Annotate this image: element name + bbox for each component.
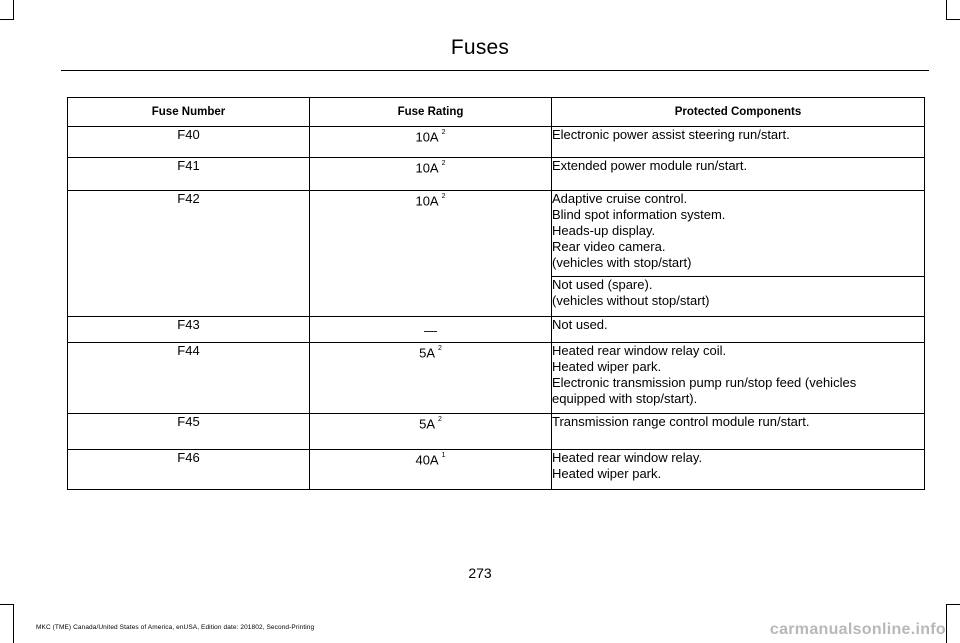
column-header-fuse-number: Fuse Number	[68, 98, 310, 127]
fuse-rating: 10A $^2$	[310, 158, 552, 191]
footnote-marker: 2	[438, 345, 442, 352]
table-row	[68, 450, 925, 490]
component-line: (vehicles without stop/start)	[552, 293, 710, 308]
fuse-number: F41	[68, 158, 310, 191]
component-line: Heated wiper park.	[552, 466, 662, 481]
crop-mark	[946, 19, 960, 20]
component-line: Blind spot information system.	[552, 207, 726, 222]
protected-components-alt	[552, 277, 925, 317]
protected-components	[552, 414, 925, 450]
fuse-number: F45	[68, 414, 310, 450]
fuse-table	[67, 97, 925, 490]
crop-mark	[13, 0, 14, 20]
protected-components	[552, 127, 925, 158]
component-line: Not used (spare).	[552, 277, 653, 292]
footnote-marker: 2	[441, 160, 446, 167]
component-line: Not used.	[552, 317, 608, 332]
component-line: Electronic transmission pump run/stop feed (vehicles	[552, 375, 857, 390]
table-row	[68, 191, 925, 277]
crop-mark	[946, 604, 960, 605]
component-line: Heated wiper park.	[552, 359, 662, 374]
column-header-protected-components: Protected Components	[552, 98, 925, 127]
page-number: 273	[468, 565, 492, 581]
component-line: Heated rear window relay.	[552, 450, 703, 465]
component-line: Extended power module run/start.	[552, 158, 748, 173]
column-header-fuse-rating: Fuse Rating	[310, 98, 552, 127]
table-row	[68, 158, 925, 191]
crop-mark	[0, 604, 14, 605]
fuse-rating: 5A $^2$	[310, 343, 552, 414]
footnote-marker: 2	[441, 129, 446, 136]
fuse-number: F46	[68, 450, 310, 490]
component-line: Adaptive cruise control.	[552, 191, 688, 206]
protected-components	[552, 191, 925, 277]
fuse-rating: 40A $^1$	[310, 450, 552, 490]
protected-components	[552, 450, 925, 490]
footnote-marker: 2	[441, 193, 446, 200]
footnote-marker: 1	[441, 452, 446, 459]
table-row	[68, 343, 925, 414]
footnote-marker: 2	[438, 416, 442, 423]
watermark: carmanualsonline.info	[769, 621, 946, 638]
protected-components	[552, 158, 925, 191]
fuse-rating: 10A $^2$	[310, 191, 552, 317]
crop-mark	[946, 0, 947, 20]
fuse-number: F43	[68, 317, 310, 343]
component-line: Rear video camera.	[552, 239, 666, 254]
fuse-number: F42	[68, 191, 310, 317]
component-line: Transmission range control module run/start.	[552, 414, 810, 429]
crop-mark	[13, 604, 14, 643]
edition-footer: MKC (TME) Canada/United States of America, enUSA, Edition date: 201802, Second-Printing	[36, 624, 315, 631]
fuse-rating: 5A $^2$	[310, 414, 552, 450]
component-line: equipped with stop/start).	[552, 391, 698, 406]
page-title: Fuses	[450, 36, 510, 59]
component-line: Heads-up display.	[552, 223, 656, 238]
crop-mark	[0, 19, 14, 20]
crop-mark	[946, 604, 947, 643]
table-row	[68, 317, 925, 343]
component-line: (vehicles with stop/start)	[552, 255, 692, 270]
component-line: Electronic power assist steering run/start.	[552, 127, 790, 142]
fuse-number: F40	[68, 127, 310, 158]
table-header-row	[68, 98, 925, 127]
fuse-rating: 10A $^2$	[310, 127, 552, 158]
component-line: Heated rear window relay coil.	[552, 343, 727, 358]
table-row	[68, 414, 925, 450]
table-row	[68, 127, 925, 158]
title-divider	[61, 70, 929, 71]
protected-components	[552, 343, 925, 414]
fuse-rating: —	[310, 317, 552, 343]
fuse-number: F44	[68, 343, 310, 414]
protected-components	[552, 317, 925, 343]
